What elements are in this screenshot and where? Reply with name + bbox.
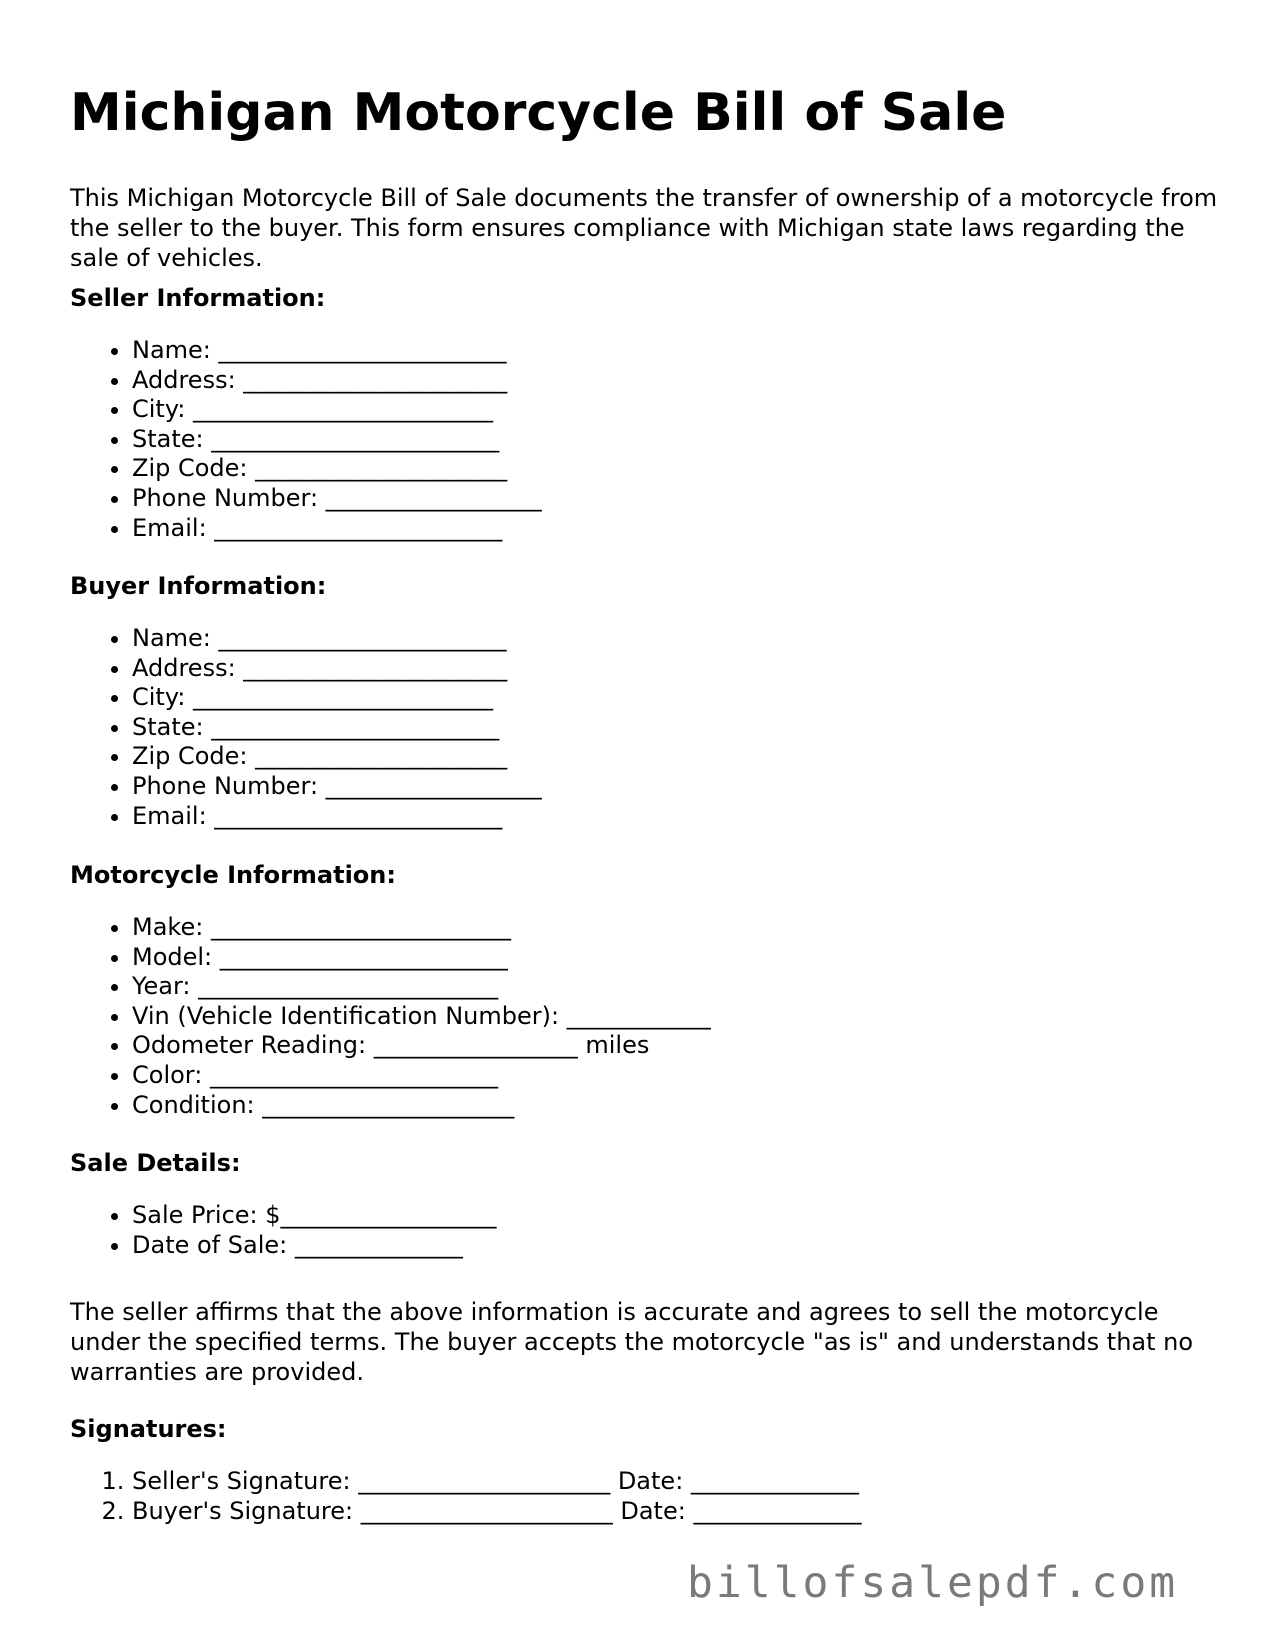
signatures-list [70,1467,861,1526]
site-watermark: billofsalepdf.com [687,1558,1179,1608]
document-title: Michigan Motorcycle Bill of Sale [70,83,1007,143]
signatures-section-heading: Signatures: [70,1415,227,1443]
motorcycle-color-field: • Color: ________________________ [132,1061,711,1091]
buyer-fields-list [70,624,542,831]
buyer-address-field: • Address: ______________________ [132,654,542,684]
intro-paragraph: This Michigan Motorcycle Bill of Sale documents the transfer of ownership of a motorcycle from the seller to the buyer. This form ensures compliance with Michigan state laws regarding the sale of vehicles. [70,184,1218,272]
seller-phone-field: • Phone Number: __________________ [132,484,542,514]
affirmation-paragraph: The seller affirms that the above information is accurate and agrees to sell the motorcycle under the specified terms. The buyer accepts the motorcycle "as is" and understands that no warranties are provided. [70,1298,1194,1386]
seller-section-heading: Seller Information: [70,284,326,312]
motorcycle-vin-field: • Vin (Vehicle Identification Number): ____________ [132,1002,711,1032]
buyer-signature-line: 2. Buyer's Signature: _____________________ Date: ______________ [132,1497,861,1527]
sale-fields-list [70,1201,497,1260]
seller-fields-list [70,336,542,543]
buyer-zip-field: • Zip Code: _____________________ [132,742,542,772]
seller-city-field: • City: _________________________ [132,395,542,425]
sale-date-field: • Date of Sale: ______________ [132,1231,497,1261]
seller-email-field: • Email: ________________________ [132,514,542,544]
buyer-state-field: • State: ________________________ [132,713,542,743]
motorcycle-odometer-field: • Odometer Reading: _________________ miles [132,1031,711,1061]
seller-state-field: • State: ________________________ [132,425,542,455]
motorcycle-model-field: • Model: ________________________ [132,943,711,973]
seller-name-field: • Name: ________________________ [132,336,542,366]
motorcycle-condition-field: • Condition: _____________________ [132,1091,711,1121]
seller-signature-line: 1. Seller's Signature: _____________________ Date: ______________ [132,1467,861,1497]
motorcycle-make-field: • Make: _________________________ [132,913,711,943]
seller-address-field: • Address: ______________________ [132,366,542,396]
seller-zip-field: • Zip Code: _____________________ [132,454,542,484]
buyer-phone-field: • Phone Number: __________________ [132,772,542,802]
motorcycle-year-field: • Year: _________________________ [132,972,711,1002]
motorcycle-section-heading: Motorcycle Information: [70,861,396,889]
sale-price-field: • Sale Price: $__________________ [132,1201,497,1231]
buyer-section-heading: Buyer Information: [70,572,327,600]
buyer-email-field: • Email: ________________________ [132,802,542,832]
buyer-city-field: • City: _________________________ [132,683,542,713]
sale-section-heading: Sale Details: [70,1149,241,1177]
motorcycle-fields-list [70,913,711,1120]
buyer-name-field: • Name: ________________________ [132,624,542,654]
